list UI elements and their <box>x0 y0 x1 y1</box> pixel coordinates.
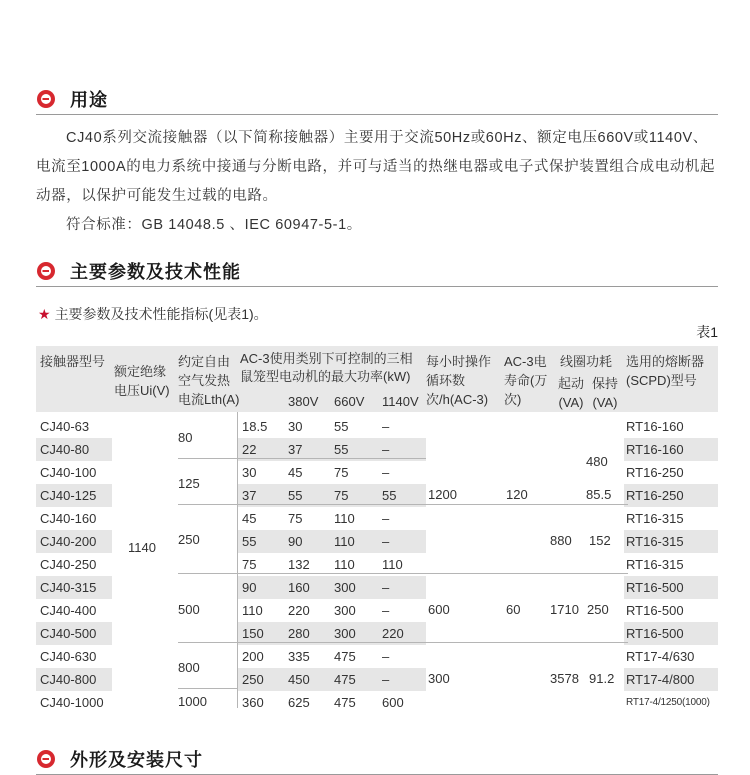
table-cell-model: CJ40-100 <box>40 465 97 480</box>
table-cell-p660: 75 <box>334 488 349 503</box>
section-header-params <box>36 256 718 287</box>
table-cell-p380: 55 <box>288 488 303 503</box>
group-divider <box>178 688 238 689</box>
section-bullet-icon <box>36 261 56 281</box>
table-cell-p380: 625 <box>288 695 310 710</box>
table-cell-p380: 132 <box>288 557 310 572</box>
group-divider <box>178 642 628 643</box>
table-cell-p380: 37 <box>288 442 303 457</box>
table-cell-p380: 75 <box>288 511 303 526</box>
table-cell-p660: 55 <box>334 419 349 434</box>
header-coil-start: 起动(VA) <box>557 376 584 410</box>
table-cell-fuse: RT16-315 <box>626 534 684 549</box>
coil-start-880: 880 <box>550 533 572 548</box>
table-cell-model: CJ40-250 <box>40 557 97 572</box>
table-cell-fuse: RT16-250 <box>626 465 684 480</box>
lth-500: 500 <box>178 602 200 617</box>
table-cell-p220: 200 <box>242 649 264 664</box>
table-cell-p1140: 110 <box>382 557 403 572</box>
params-note <box>38 304 268 324</box>
table-cell-p380: 450 <box>288 672 310 687</box>
table-cell-p220: 22 <box>242 442 257 457</box>
table-cell-model: CJ40-160 <box>40 511 97 526</box>
lth-800: 800 <box>178 660 200 675</box>
coil-hold-91-2: 91.2 <box>589 671 615 686</box>
row-stripe <box>238 668 426 691</box>
table-cell-p660: 475 <box>334 695 356 710</box>
table-cell-p220: 110 <box>242 603 263 618</box>
header-life: AC-3电寿命(万次) <box>504 354 548 407</box>
table-cell-p1140: – <box>382 511 390 526</box>
cycles-600: 600 <box>428 602 450 617</box>
coil-hold-480: 480 <box>586 454 608 469</box>
table-cell-model: CJ40-315 <box>40 580 97 595</box>
table-cell-p1140: – <box>382 465 390 480</box>
coil-hold-85-5: 85.5 <box>586 487 612 502</box>
table-cell-p660: 475 <box>334 649 356 664</box>
section-bullet-icon <box>36 749 56 769</box>
table-cell-model: CJ40-800 <box>40 672 97 687</box>
table-cell-p1140: – <box>382 419 390 434</box>
table-cell-p380: 335 <box>288 649 310 664</box>
header-coil: 线圈功耗 <box>560 354 613 369</box>
usage-text <box>36 124 718 240</box>
header-lth: 约定自由空气发热电流Lth(A) <box>178 354 240 407</box>
table-cell-p660: 300 <box>334 603 356 618</box>
table-cell-p220: 18.5 <box>242 419 268 434</box>
table-cell-p380: 90 <box>288 534 303 549</box>
table-cell-p220: 150 <box>242 626 264 641</box>
table-cell-p660: 300 <box>334 626 356 641</box>
row-stripe <box>238 576 426 599</box>
usage-paragraph-2: 符合标准：GB 14048.5 、IEC 60947-5-1。 <box>66 217 362 233</box>
section-title-params: 主要参数及技术性能 <box>70 262 241 282</box>
section-title-usage: 用途 <box>70 90 108 110</box>
header-ui: 额定绝缘电压Ui(V) <box>114 364 170 398</box>
table-cell-p220: 30 <box>242 465 257 480</box>
table-cell-p1140: – <box>382 580 390 595</box>
usage-paragraph-1: CJ40系列交流接触器（以下简称接触器）主要用于交流50Hz或60Hz、额定电压660V或1140V、电流至1000A的电力系统中接通与分断电路，并可与适当的热继电器或电子式保护装置组合成电动机起动器，以保护可能发生过载的电路。 <box>36 130 716 204</box>
life-120: 120 <box>506 487 528 502</box>
table-cell-p660: 110 <box>334 511 355 526</box>
table-cell-p220: 45 <box>242 511 257 526</box>
table-cell-p660: 110 <box>334 557 355 572</box>
coil-start-1710: 1710 <box>550 602 579 617</box>
ui-value: 1140 <box>128 540 156 555</box>
table-cell-p1140: 55 <box>382 488 397 503</box>
table-cell-fuse: RT16-500 <box>626 580 684 595</box>
table-cell-model: CJ40-63 <box>40 419 90 434</box>
table-cell-p380: 160 <box>288 580 310 595</box>
table-cell-p660: 55 <box>334 442 349 457</box>
table-cell-model: CJ40-630 <box>40 649 97 664</box>
table-cell-p380: 30 <box>288 419 303 434</box>
table-cell-fuse: RT16-500 <box>626 626 684 641</box>
section-header-usage <box>36 84 718 115</box>
column-divider <box>237 412 238 708</box>
group-divider <box>178 458 426 459</box>
header-ac3-power: AC-3使用类别下可控制的三相鼠笼型电动机的最大功率(kW) <box>240 351 413 384</box>
section-bullet-icon <box>36 89 56 109</box>
header-660v: 660V <box>334 394 365 409</box>
header-fuse: 选用的熔断器(SCPD)型号 <box>626 354 705 388</box>
table-cell-p220: 75 <box>242 557 257 572</box>
section-title-dimensions: 外形及安装尺寸 <box>70 750 203 770</box>
table-cell-fuse: RT16-315 <box>626 511 684 526</box>
table-cell-p1140: – <box>382 672 390 687</box>
coil-hold-250: 250 <box>587 602 609 617</box>
table-cell-p1140: – <box>382 534 390 549</box>
table-cell-model: CJ40-500 <box>40 626 97 641</box>
table-cell-p220: 250 <box>242 672 264 687</box>
table-cell-model: CJ40-125 <box>40 488 97 503</box>
coil-start-3578: 3578 <box>550 671 579 686</box>
coil-hold-152: 152 <box>589 533 611 548</box>
table-cell-model: CJ40-200 <box>40 534 97 549</box>
table-cell-fuse: RT16-500 <box>626 603 684 618</box>
header-coil-hold: 保持(VA) <box>591 376 618 410</box>
table-cell-p660: 475 <box>334 672 356 687</box>
table-cell-p660: 110 <box>334 534 355 549</box>
table-cell-p660: 300 <box>334 580 356 595</box>
params-note-text: 主要参数及技术性能指标(见表1)。 <box>54 306 268 322</box>
lth-1000: 1000 <box>178 694 207 709</box>
cycles-1200: 1200 <box>428 487 457 502</box>
life-60: 60 <box>506 602 521 617</box>
table-cell-p220: 55 <box>242 534 257 549</box>
section-header-dimensions <box>36 744 718 775</box>
table-label: 表1 <box>696 324 718 340</box>
table-cell-p220: 90 <box>242 580 257 595</box>
table-cell-p380: 280 <box>288 626 310 641</box>
group-divider <box>178 504 628 505</box>
table-cell-fuse: RT17-4/1250(1000) <box>626 697 710 708</box>
table-cell-p1140: 220 <box>382 626 404 641</box>
table-cell-p380: 45 <box>288 465 303 480</box>
lth-125: 125 <box>178 476 200 491</box>
row-stripe <box>238 530 426 553</box>
table-cell-fuse: RT17-4/630 <box>626 649 695 664</box>
table-cell-model: CJ40-1000 <box>40 695 104 710</box>
table-cell-fuse: RT16-250 <box>626 488 684 503</box>
cycles-300: 300 <box>428 671 450 686</box>
table-cell-p660: 75 <box>334 465 349 480</box>
lth-250: 250 <box>178 532 200 547</box>
table-cell-p1140: 600 <box>382 695 404 710</box>
star-icon: ★ <box>38 306 51 322</box>
header-cycles: 每小时操作循环数次/h(AC-3) <box>426 354 492 407</box>
table-cell-p220: 360 <box>242 695 264 710</box>
table-cell-fuse: RT17-4/800 <box>626 672 695 687</box>
table-cell-fuse: RT16-315 <box>626 557 684 572</box>
table-cell-fuse: RT16-160 <box>626 419 684 434</box>
table-cell-model: CJ40-80 <box>40 442 90 457</box>
table-cell-model: CJ40-400 <box>40 603 97 618</box>
table-cell-p220: 37 <box>242 488 257 503</box>
header-1140v: 1140V <box>382 394 419 409</box>
group-divider <box>178 573 628 574</box>
lth-80: 80 <box>178 430 193 445</box>
table-cell-p1140: – <box>382 442 390 457</box>
table-cell-fuse: RT16-160 <box>626 442 684 457</box>
table-cell-p380: 220 <box>288 603 310 618</box>
header-model: 接触器型号 <box>40 354 106 369</box>
table-cell-p1140: – <box>382 649 390 664</box>
table-cell-p1140: – <box>382 603 390 618</box>
header-380v: 380V <box>288 394 319 409</box>
